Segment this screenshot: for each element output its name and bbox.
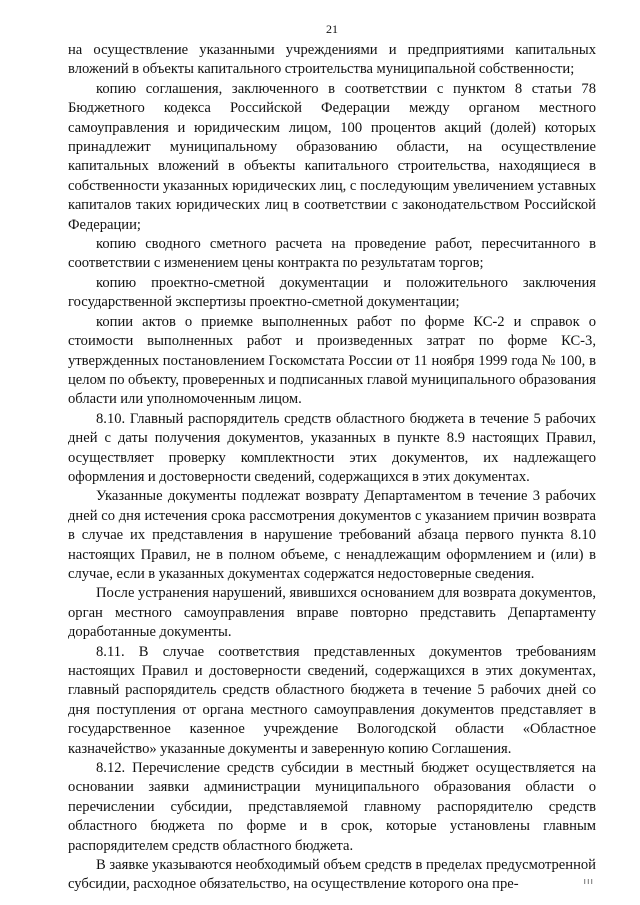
page-number: 21	[326, 22, 338, 36]
paragraph-continuation: на осуществление указанными учреждениями и предприятиями капитальных вложений в объекты капитального строительства муниципальной собственности;	[68, 42, 596, 78]
paragraph-application: В заявке указываются необходимый объем средств в пределах предусмотренной субсидии, расходное обязательство, на осуществление которого она пре-	[68, 857, 596, 893]
paragraph-8-10: 8.10. Главный распорядитель средств областного бюджета в течение 5 рабочих дней с даты получения документов, указанных в пункте 8.9 настоящих Правил, осуществляет проверку комплектности этих документов, их надлежащего оформления и достоверности сведений, содержащихся в этих документах.	[68, 410, 596, 485]
paragraph-estimate-copy: копию сводного сметного расчета на проведение работ, пересчитанного в соответствии с изменением цены контракта по результатам торгов;	[68, 236, 596, 272]
paragraph-design-docs-copy: копию проектно-сметной документации и положительного заключения государственной экспертизы проектно-сметной документации;	[68, 274, 596, 311]
paragraph-agreement-copy: копию соглашения, заключенного в соответствии с пунктом 8 статьи 78 Бюджетного кодекса Российской Федерации между органом местного самоуправления и юридическим лицом, 100 процентов акций (долей) которых принадлежит муниципальному образованию области, на осуществление капитальных вложений в объекты капитального строительства, находящиеся в собственности указанных юридических лиц, с последующим увеличением уставных капиталов таких юридических лиц в соответствии с законодательством Российской Федерации;	[68, 80, 596, 233]
paragraph-resubmission: После устранения нарушений, явившихся основанием для возврата документов, орган местного самоуправления вправе повторно представить Департаменту доработанные документы.	[68, 585, 596, 641]
paragraph-8-12: 8.12. Перечисление средств субсидии в местный бюджет осуществляется на основании заявки администрации муниципального образования области о перечислении субсидии, представляемой главному распорядителю средств областного бюджета по форме и в срок, которые установлены главным распорядителем средств областного бюджета.	[68, 760, 596, 854]
paragraph-documents-return: Указанные документы подлежат возврату Департаментом в течение 3 рабочих дней со дня истечения срока рассмотрения документов с указанием причин возврата в случае их представления в нарушение требований абзаца первого пункта 8.10 настоящих Правил, не в полном объеме, с ненадлежащим оформлением и (или) в случае, если в указанных документах содержатся недостоверные сведения.	[68, 488, 596, 582]
paragraph-acceptance-acts: копии актов о приемке выполненных работ по форме КС-2 и справок о стоимости выполненных работ и произведенных затрат по форме КС-3, утвержденных постановлением Госкомстата России от 11 ноября 1999 года № 100, в целом по объекту, проверенных и подписанных главой муниципального образования области или уполномоченным лицом.	[68, 313, 596, 408]
footer-mark: ııı	[583, 877, 594, 887]
document-body	[68, 41, 596, 895]
document-page	[68, 0, 596, 905]
paragraph-8-11: 8.11. В случае соответствия представленных документов требованиям настоящих Правил и достоверности сведений, содержащихся в этих документах, главный распорядитель средств областного бюджета в течение 5 рабочих дней со дня поступления от органа местного самоуправления документов представляет в государственное казенное учреждение Вологодской области «Областное казначейство» указанные документы и заверенную копию Соглашения.	[68, 643, 596, 757]
